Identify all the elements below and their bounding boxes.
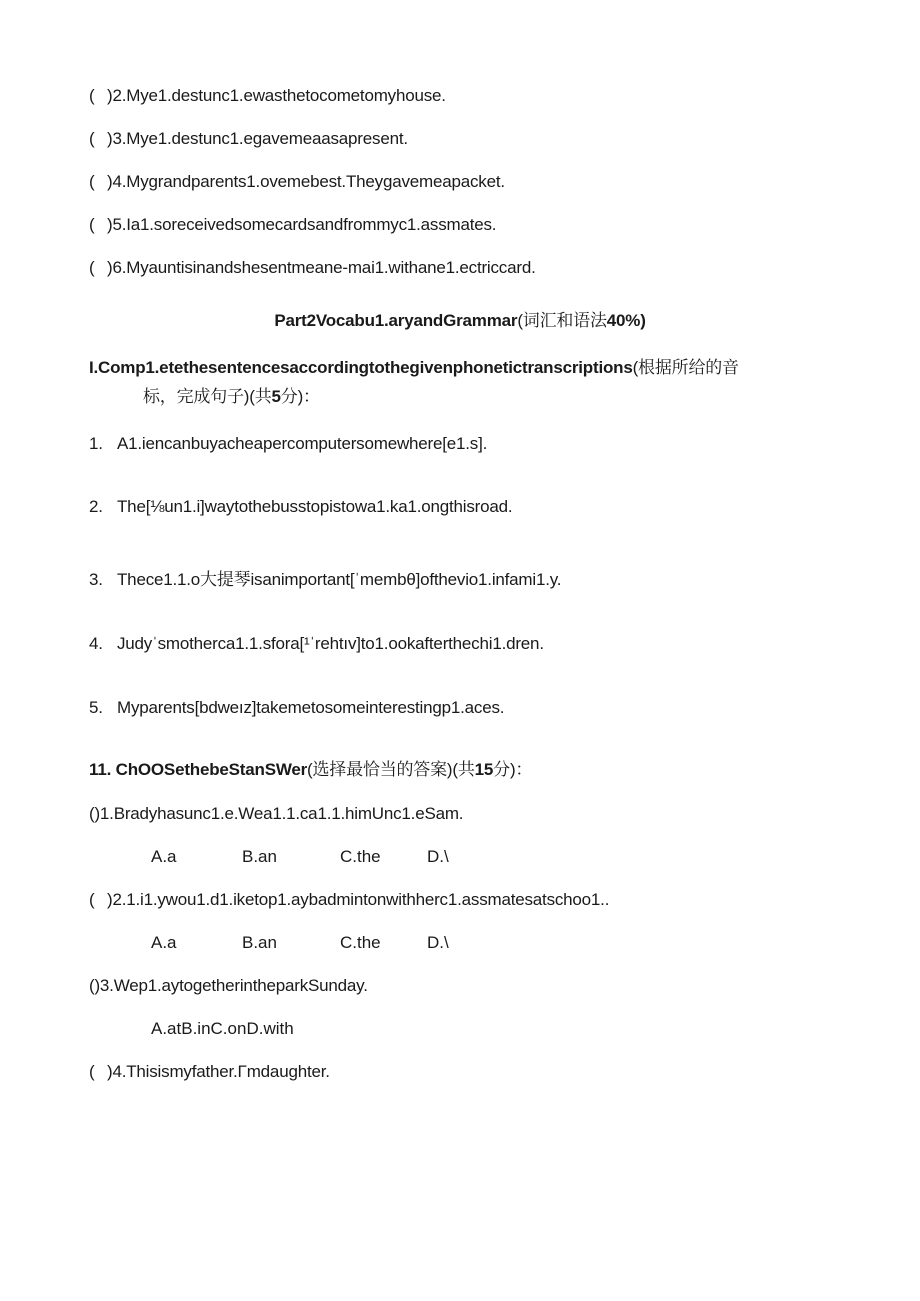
answer-paren-open: ( bbox=[89, 172, 95, 191]
fill-item-4 bbox=[89, 634, 544, 654]
answer-paren-close: ) bbox=[107, 215, 113, 234]
item-text: 6.Myauntisinandshesentmeane-mai1.withane1.ectriccard. bbox=[112, 258, 536, 277]
item-number: 4. bbox=[89, 634, 103, 653]
question-text: ()3.Wep1.aytogetherintheparkSunday. bbox=[89, 976, 368, 995]
question-text: 2.1.i1.ywou1.d1.iketop1.aybadmintonwithherc1.assmatesatschoo1.. bbox=[112, 890, 610, 909]
section1-heading-cn-3: 分)： bbox=[280, 387, 320, 406]
answer-paren-close: ) bbox=[107, 258, 113, 277]
exercise-item-2 bbox=[89, 86, 446, 106]
item-text: 3.Mye1.destunc1.egavemeaasapresent. bbox=[112, 129, 408, 148]
option-a: A.a bbox=[151, 847, 177, 866]
item-number: 5. bbox=[89, 698, 103, 717]
section1-heading-cn-2: 标，完成句子)(共 bbox=[143, 387, 272, 406]
answer-paren-open: ( bbox=[89, 86, 95, 105]
fill-item-1 bbox=[89, 434, 487, 454]
exercise-item-4 bbox=[89, 172, 505, 192]
option-c: C.the bbox=[340, 847, 381, 866]
answer-paren-open: ( bbox=[89, 1062, 95, 1081]
item-number: 3. bbox=[89, 570, 103, 589]
answer-paren-close: ) bbox=[107, 172, 113, 191]
item-text: Thece1.1.o大提琴isanimportant[ˈmembθ]ofthevio1.infami1.y. bbox=[117, 570, 562, 589]
item-text: 5.Ia1.soreceivedsomecardsandfrommyc1.assmates. bbox=[112, 215, 497, 234]
exercise-item-5 bbox=[89, 215, 496, 235]
mc-question-4 bbox=[89, 1062, 330, 1082]
option-d: D.\ bbox=[427, 847, 449, 866]
option-b: B.an bbox=[242, 847, 277, 866]
mc-question-2 bbox=[89, 890, 609, 910]
section1-score: 5 bbox=[271, 387, 281, 406]
mc-question-1 bbox=[89, 804, 463, 824]
answer-paren-open: ( bbox=[89, 215, 95, 234]
section1-heading-en: I.Comp1.etethesentencesaccordingtothegivenphonetictranscriptions bbox=[89, 358, 633, 377]
option-c: C.the bbox=[340, 933, 381, 952]
part2-title bbox=[0, 306, 920, 331]
section2-heading-cn: (选择最恰当的答案)(共 bbox=[307, 760, 475, 779]
item-text: The[⅛un1.i]waytothebusstopistowa1.ka1.ongthisroad. bbox=[117, 497, 513, 516]
part2-title-en: Part2Vocabu1.aryandGrammar bbox=[274, 311, 518, 330]
section2-score: 15 bbox=[474, 760, 494, 779]
answer-paren-close: ) bbox=[107, 890, 113, 909]
fill-item-3 bbox=[89, 565, 561, 590]
option-a: A.a bbox=[151, 933, 177, 952]
section2-heading bbox=[89, 755, 532, 780]
mc-question-3 bbox=[89, 976, 368, 996]
answer-paren-close: ) bbox=[107, 129, 113, 148]
answer-paren-open: ( bbox=[89, 890, 95, 909]
part2-title-cn: (词汇和语法 bbox=[517, 311, 607, 330]
options-line: A.atB.inC.onD.with bbox=[151, 1019, 294, 1038]
question-text: ()1.Bradyhasunc1.e.Wea1.1.ca1.1.himUnc1.eSam. bbox=[89, 804, 464, 823]
item-number: 2. bbox=[89, 497, 103, 516]
exercise-item-3 bbox=[89, 129, 408, 149]
answer-paren-close: ) bbox=[107, 86, 113, 105]
section1-heading-cont bbox=[143, 382, 320, 407]
fill-item-5 bbox=[89, 698, 504, 718]
item-text: A1.iencanbuyacheapercomputersomewhere[e1.s]. bbox=[117, 434, 488, 453]
section2-heading-en: 11. ChOOSethebeStanSWer bbox=[89, 760, 308, 779]
option-b: B.an bbox=[242, 933, 277, 952]
exercise-item-6 bbox=[89, 258, 536, 278]
answer-paren-close: ) bbox=[107, 1062, 113, 1081]
item-text: Myparents[bdweız]takemetosomeinterestingp1.aces. bbox=[117, 698, 505, 717]
item-text: Judyˈsmotherca1.1.sfora[¹ˈrehtıv]to1.ookafterthechi1.dren. bbox=[117, 634, 544, 653]
option-d: D.\ bbox=[427, 933, 449, 952]
section1-heading-cn: (根据所给的音 bbox=[632, 358, 739, 377]
answer-paren-open: ( bbox=[89, 129, 95, 148]
item-text: 4.Mygrandparents1.ovemebest.Theygavemeapacket. bbox=[112, 172, 505, 191]
answer-paren-open: ( bbox=[89, 258, 95, 277]
section2-heading-cn-2: 分)： bbox=[493, 760, 533, 779]
fill-item-2 bbox=[89, 497, 512, 517]
item-text: 2.Mye1.destunc1.ewasthetocometomyhouse. bbox=[112, 86, 446, 105]
section1-heading bbox=[89, 353, 739, 378]
part2-title-percent: 40%) bbox=[606, 311, 646, 330]
item-number: 1. bbox=[89, 434, 103, 453]
question-text: 4.Thisismyfather.Γmdaughter. bbox=[112, 1062, 330, 1081]
